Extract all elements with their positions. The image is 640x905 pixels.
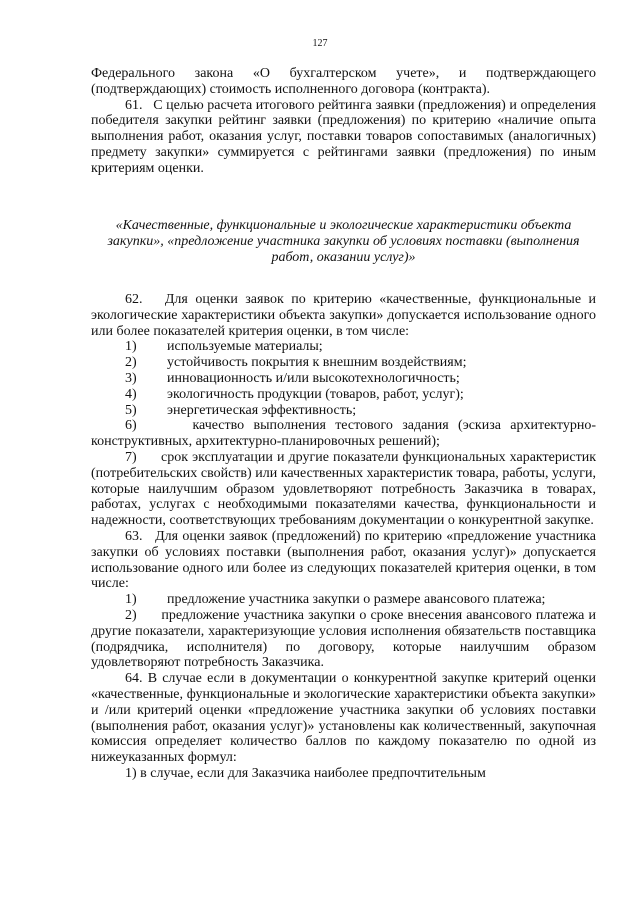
page-number: 127: [312, 38, 328, 49]
paragraph: 2) предложение участника закупки о сроке внесения авансового платежа и другие показатели, характеризующие условия исполнения обязательств поставщика (подрядчика, исполнителя) по договору, которые наилучшим образом удовлетворяют потребность Заказчика.: [91, 607, 600, 671]
list-item-number: 4): [125, 386, 137, 402]
list-item-text: устойчивость покрытия к внешним воздействиям;: [167, 355, 467, 371]
list-item-text: инновационность и/или высокотехнологичность;: [167, 370, 460, 386]
paragraph: 62. Для оценки заявок по критерию «качественные, функциональные и экологические характеристики объекта закупки» допускается использование одного или более показателей критерия оценки, в том числе:: [91, 292, 600, 339]
text-block-2: [91, 292, 600, 782]
list-item-text: используемые материалы;: [167, 339, 323, 355]
paragraph: 6) качество выполнения тестового задания (эскиза архитектурно-конструктивных, архитектурно-планировочных решений);: [91, 418, 596, 450]
list-item-number: 1): [125, 592, 137, 608]
list-item-number: 2): [125, 355, 137, 371]
list-item-text: энергетическая эффективность;: [167, 402, 357, 418]
section-title: «Качественные, функциональные и экологические характеристики объекта закупки», «предложение участника закупки об условиях поставки (выполнения работ, оказании услуг)»: [107, 218, 580, 265]
paragraph: 61. С целью расчета итогового рейтинга заявки (предложения) и определения победителя закупки рейтинг заявки (предложения) по критерию «наличие опыта выполнения работ, оказания услуг, поставки товаров сопоставимых (аналогичных) предмету закупки» суммируется с рейтингами заявки (предложения) по иным критериям оценки.: [91, 97, 600, 176]
list-item: [91, 371, 596, 387]
list-item-number: 1): [125, 339, 137, 355]
list-item: [91, 339, 596, 355]
text-block-1: [91, 66, 600, 177]
list-item: [91, 355, 596, 371]
paragraph: 63. Для оценки заявок (предложений) по критерию «предложение участника закупки об условиях поставки (выполнения работ, оказания услуг)» допускается использование одного или более из следующих показателей критерия оценки, в том числе:: [91, 528, 600, 592]
paragraph: 64. В случае если в документации о конкурентной закупке критерий оценки «качественные, функциональные и экологические характеристики объекта закупки» и /или критерий оценки «предложение участника закупки об условиях поставки (выполнения работ, оказания услуг)» установлены как количественный, закупочная комиссия определяет количество баллов по каждому показателю по одной из нижеуказанных формул:: [91, 671, 600, 766]
list-item-number: 3): [125, 370, 137, 386]
list-item-text: предложение участника закупки о размере авансового платежа;: [167, 592, 546, 608]
paragraph: 7) срок эксплуатации и другие показатели функциональных характеристик (потребительских свойств) или качественных характеристик товара, работы, услуги, которые наилучшим образом удовлетворяют потребность Заказчика в товарах, работах, услугах с необходимыми показателями качества, функциональности и надежности, соответствующих требованиям документации о конкурентной закупке.: [91, 449, 600, 529]
list-item: [91, 592, 596, 608]
paragraph: 1) в случае, если для Заказчика наиболее предпочтительным: [125, 765, 486, 781]
paragraph: Федерального закона «О бухгалтерском учете», и подтверждающего (подтверждающих) стоимость исполненного договора (контракта).: [91, 66, 600, 97]
list-item: [91, 387, 596, 403]
list-item-text: экологичность продукции (товаров, работ, услуг);: [167, 386, 464, 402]
list-item: [91, 403, 596, 419]
list-item-number: 5): [125, 402, 137, 418]
